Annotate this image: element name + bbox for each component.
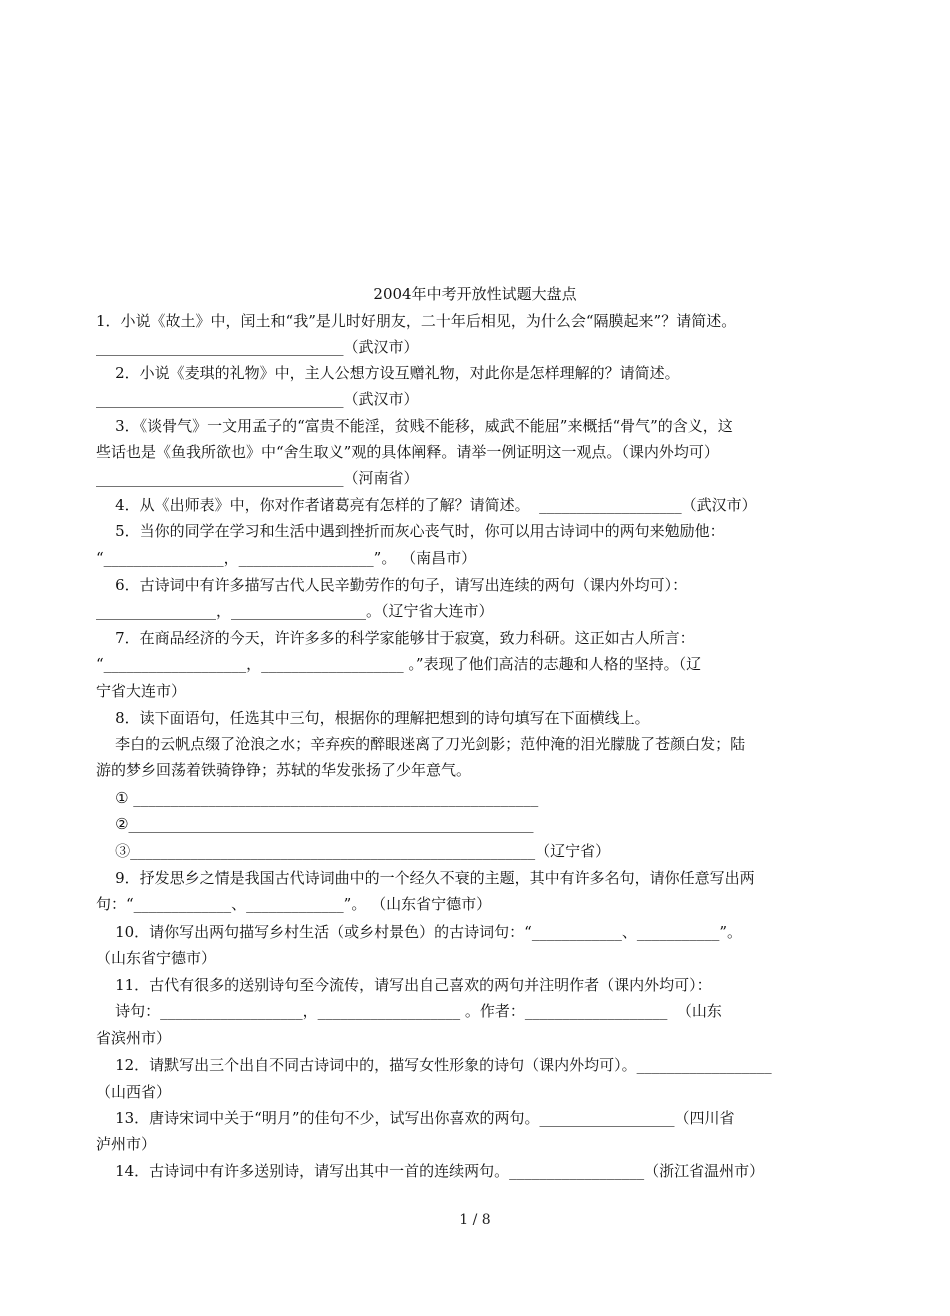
text-line: 8．读下面语句，任选其中三句，根据你的理解把想到的诗句填写在下面横线上。 xyxy=(96,709,650,727)
text-line: ③______________________________________________________（辽宁省） xyxy=(96,842,611,860)
text-line: 14．古诗词中有许多送别诗，请写出其中一首的连续两句。__________________（浙江省温州市） xyxy=(96,1162,765,1180)
text-line: 宁省大连市） xyxy=(96,682,187,700)
text-line: 李白的云帆点缀了沧浪之水；辛弃疾的醉眼迷离了刀光剑影；范仲淹的泪光朦胧了苍颜白发；陆 xyxy=(96,735,746,753)
text-line: 13．唐诗宋词中关于“明月”的佳句不少，试写出你喜欢的两句。__________________（四川省 xyxy=(96,1109,735,1127)
text-line: ________________，__________________。（辽宁省大连市） xyxy=(96,602,494,620)
text-line: 10．请你写出两句描写乡村生活（或乡村景色）的古诗词句：“____________、___________”。 xyxy=(96,923,742,941)
text-line: 6．古诗词中有许多描写古代人民辛勤劳作的句子，请写出连续的两句（课内外均可）： xyxy=(96,576,688,594)
text-line: 1．小说《故土》中，闰土和“我”是儿时好朋友，二十年后相见，为什么会“隔膜起来”？请简述。 xyxy=(96,312,737,330)
text-line: 诗句：___________________，___________________ 。作者：___________________ （山东 xyxy=(96,1002,722,1020)
text-line: ②______________________________________________________ xyxy=(96,815,534,833)
text-line: “___________________，___________________ 。”表现了他们高洁的志趣和人格的坚持。（辽 xyxy=(96,655,702,673)
text-line: “________________，__________________”。 （南昌市） xyxy=(96,549,477,567)
text-line: 些话也是《鱼我所欲也》中“舍生取义”观的具体阐释。请举一例证明这一观点。（课内外均可） xyxy=(96,443,719,461)
text-line: 9．抒发思乡之情是我国古代诗词曲中的一个经久不衰的主题，其中有许多名句，请你任意写出两 xyxy=(96,869,755,887)
text-line: 省滨州市） xyxy=(96,1029,172,1047)
text-line: 3．《谈骨气》一文用孟子的“富贵不能淫，贫贱不能移，威武不能屈”来概括“骨气”的含义，这 xyxy=(96,417,733,435)
text-line: 5．当你的同学在学习和生活中遇到挫折而灰心丧气时，你可以用古诗词中的两句来勉励他： xyxy=(96,522,725,540)
text-line: 句：“_____________、_____________”。 （山东省宁德市） xyxy=(96,895,492,913)
text-line: _________________________________（武汉市） xyxy=(96,390,419,408)
text-line: （山东省宁德市） xyxy=(96,949,217,967)
text-line: _________________________________（武汉市） xyxy=(96,338,419,356)
text-line: 11．古代有很多的送别诗句至今流传，请写出自己喜欢的两句并注明作者（课内外均可）： xyxy=(96,976,712,994)
text-line: （山西省） xyxy=(96,1083,172,1101)
text-line: 12．请默写出三个出自不同古诗词中的，描写女性形象的诗句（课内外均可）。__________________ xyxy=(96,1056,772,1074)
document-title: 2004年中考开放性试题大盘点 xyxy=(373,285,577,303)
page-number: 1 / 8 xyxy=(459,1212,491,1228)
text-line: ① ______________________________________________________ xyxy=(96,789,539,807)
text-line: 4．从《出师表》中，你对作者诸葛亮有怎样的了解？请简述。 ___________________（武汉市） xyxy=(96,496,757,514)
text-line: 游的梦乡回荡着铁骑铮铮；苏轼的华发张扬了少年意气。 xyxy=(96,761,472,779)
text-line: 泸州市） xyxy=(96,1135,157,1153)
text-line: _________________________________（河南省） xyxy=(96,469,419,487)
text-line: 2．小说《麦琪的礼物》中，主人公想方设互赠礼物，对此你是怎样理解的？请简述。 xyxy=(96,364,680,382)
text-line: 7．在商品经济的今天，许许多多的科学家能够甘于寂寞，致力科研。这正如古人所言： xyxy=(96,629,695,647)
